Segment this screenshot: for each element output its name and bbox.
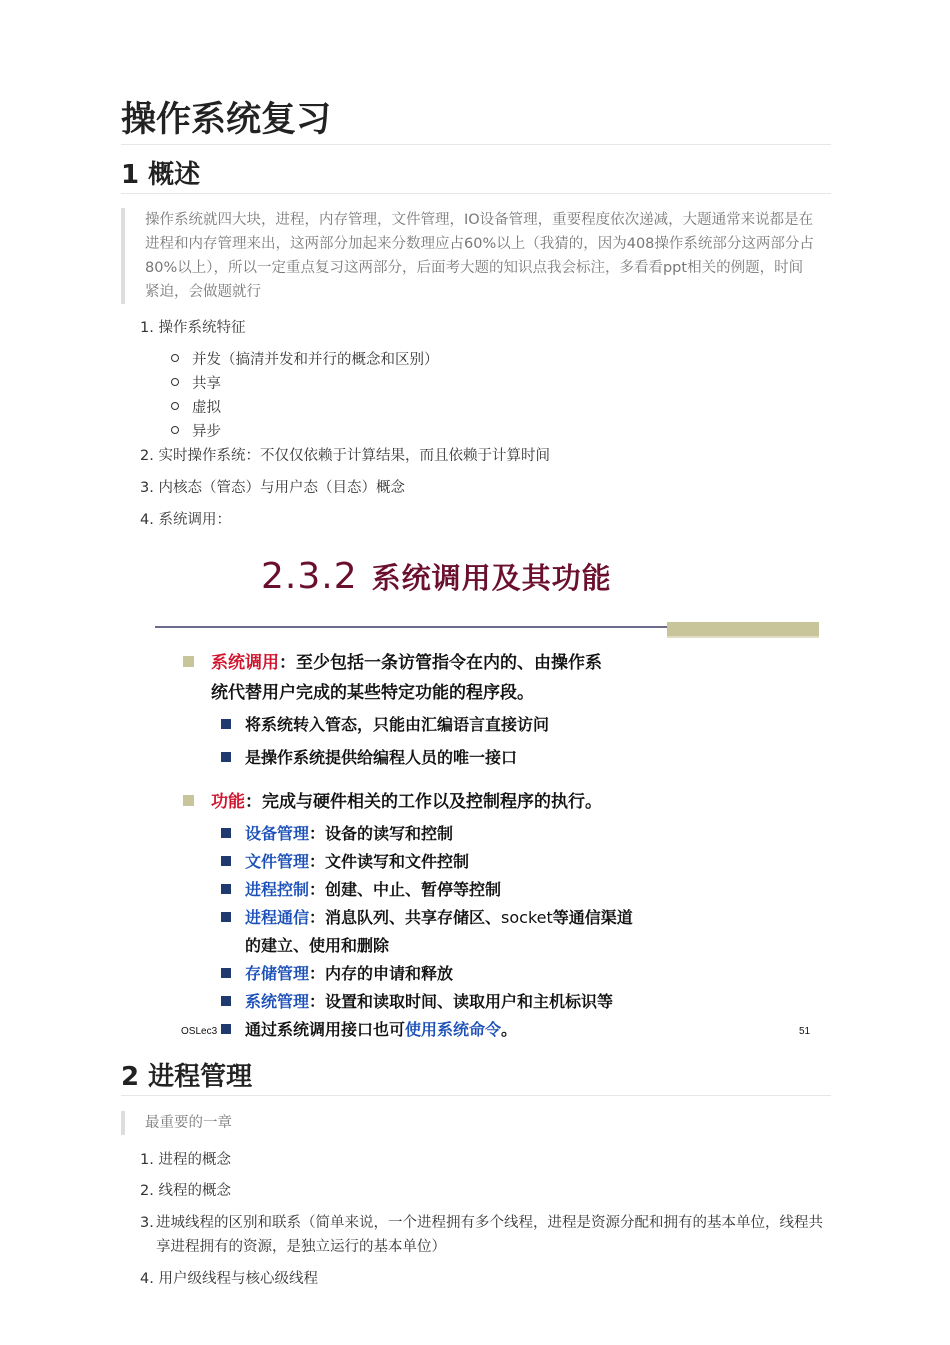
section-heading-process: 2 进程管理 xyxy=(121,1060,831,1096)
slide-sub-bullet: 将系统转入管态，只能由汇编语言直接访问 xyxy=(221,712,549,735)
list-item-text: 进城线程的区别和联系（简单来说，一个进程拥有多个线程，进程是资源分配和拥有的基本单位，线程共享进程拥有的资源，是独立运行的基本单位） xyxy=(156,1215,823,1255)
square-bullet-icon xyxy=(221,1024,231,1034)
list-item: 3. xyxy=(140,1215,154,1231)
square-bullet-icon xyxy=(221,856,231,866)
list-item: 并发（搞清并发和并行的概念和区别） xyxy=(171,348,439,372)
square-bullet-icon xyxy=(221,912,231,922)
slide-accent-bar xyxy=(667,622,819,636)
slide-sub-bullet: 是操作系统提供给编程人员的唯一接口 xyxy=(221,745,517,768)
slide-text: 的建立、使用和删除 xyxy=(245,936,390,955)
slide-divider xyxy=(155,626,667,628)
circle-bullet-icon xyxy=(171,378,179,386)
list-item: 4. 用户级线程与核心级线程 xyxy=(140,1271,318,1287)
slide-bullet: 功能：完成与硬件相关的工作以及控制程序的执行。 xyxy=(183,787,602,812)
slide-footer-label: OSLec3 xyxy=(181,1026,218,1037)
list-item: 2. 线程的概念 xyxy=(140,1183,231,1199)
list-item: 4. 系统调用： xyxy=(140,512,231,528)
slide-sub-bullet: 进程通信：消息队列、共享存储区、socket等通信渠道 xyxy=(221,905,633,928)
square-bullet-icon xyxy=(221,719,231,729)
slide-sub-bullet: 设备管理：设备的读写和控制 xyxy=(221,821,453,844)
section-heading-overview: 1 概述 xyxy=(121,158,831,194)
list-item: 3. 内核态（管态）与用户态（目态）概念 xyxy=(140,480,405,496)
circle-bullet-icon xyxy=(171,402,179,410)
slide-text: 统代替用户完成的某些特定功能的程序段。 xyxy=(211,683,534,703)
square-bullet-icon xyxy=(221,968,231,978)
list-item: 异步 xyxy=(171,420,221,444)
slide-sub-bullet: 系统管理：设置和读取时间、读取用户和主机标识等 xyxy=(221,989,613,1012)
list-item: 2. 实时操作系统：不仅仅依赖于计算结果，而且依赖于计算时间 xyxy=(140,448,550,464)
document-title: 操作系统复习 xyxy=(121,98,831,145)
circle-bullet-icon xyxy=(171,426,179,434)
slide-accent-bar xyxy=(667,636,819,638)
circle-bullet-icon xyxy=(171,354,179,362)
list-item: 共享 xyxy=(171,372,221,396)
square-bullet-icon xyxy=(183,656,194,667)
slide-page-number: 51 xyxy=(799,1026,811,1037)
overview-quote: 操作系统就四大块，进程，内存管理，文件管理，IO设备管理，重要程度依次递减，大题通常来说都是在进程和内存管理来出，这两部分加起来分数理应占60%以上（我猜的，因为408操作系统部分这两部分占80%以上），所以一定重点复习这两部分，后面考大题的知识点我会标注，多看看ppt相关的例题，时间紧迫，会做题就行 xyxy=(121,208,817,304)
embedded-slide-image xyxy=(155,548,825,1048)
square-bullet-icon xyxy=(221,884,231,894)
list-item: 1. 进程的概念 xyxy=(140,1152,231,1168)
process-quote: 最重要的一章 xyxy=(121,1111,817,1135)
slide-sub-bullet: 通过系统调用接口也可使用系统命令。 xyxy=(221,1017,517,1040)
square-bullet-icon xyxy=(183,795,194,806)
list-item: 虚拟 xyxy=(171,396,221,420)
slide-sub-bullet: 存储管理：内存的申请和释放 xyxy=(221,961,453,984)
square-bullet-icon xyxy=(221,996,231,1006)
slide-sub-bullet: 进程控制：创建、中止、暂停等控制 xyxy=(221,877,501,900)
list-item: 1. 操作系统特征 xyxy=(140,320,246,336)
square-bullet-icon xyxy=(221,828,231,838)
square-bullet-icon xyxy=(221,752,231,762)
slide-title: 2.3.2 系统调用及其功能 xyxy=(261,556,612,597)
slide-bullet: 系统调用：至少包括一条访管指令在内的、由操作系 xyxy=(183,648,602,673)
slide-sub-bullet: 文件管理：文件读写和文件控制 xyxy=(221,849,469,872)
